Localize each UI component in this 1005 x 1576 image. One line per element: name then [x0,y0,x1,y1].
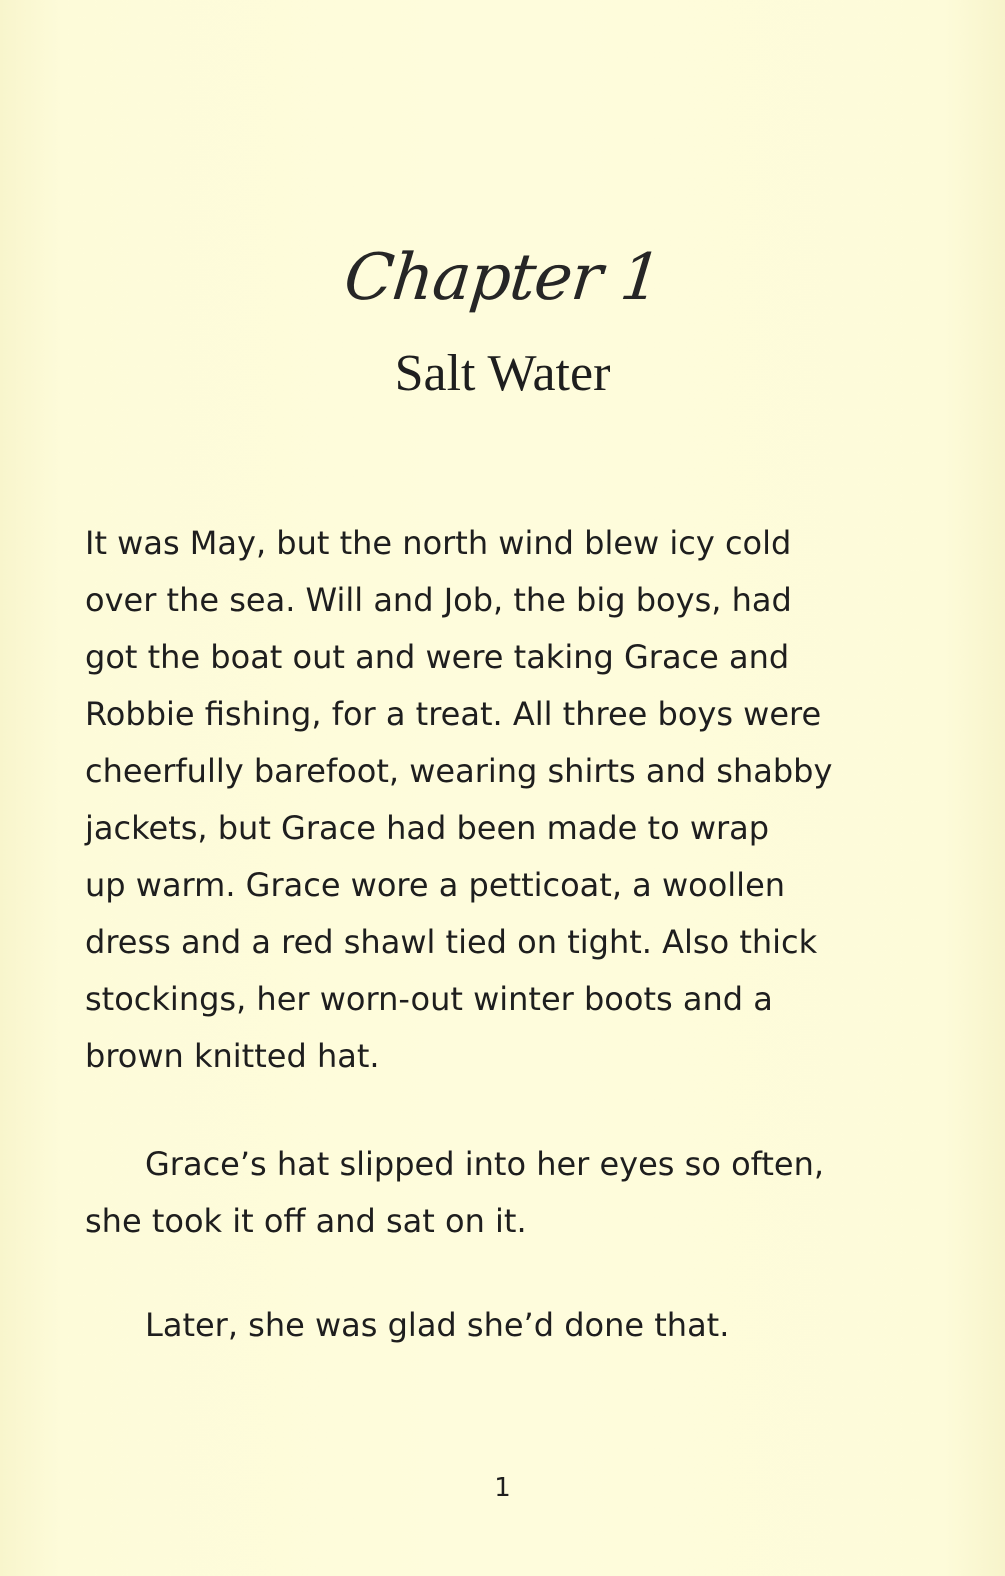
text-line: up warm. Grace wore a petticoat, a woollen [85,866,786,904]
text-line: dress and a red shawl tied on tight. Also thick [85,923,818,961]
text-line: It was May, but the north wind blew icy cold [85,524,792,562]
text-line: Grace’s hat slipped into her eyes so often, [145,1145,825,1183]
text-line: she took it off and sat on it. [85,1202,527,1240]
text-line: jackets, but Grace had been made to wrap [85,809,770,847]
chapter-title: Salt Water [394,345,611,402]
text-line: cheerfully barefoot, wearing shirts and shabby [85,752,833,790]
chapter-label: Chapter 1 [340,241,665,315]
paragraph-1 [85,515,935,1085]
page-number: 1 [494,1473,511,1503]
text-line: Robbie fishing, for a treat. All three boys were [85,695,822,733]
paragraph-3 [85,1297,935,1354]
text-line: over the sea. Will and Job, the big boys, had [85,581,792,619]
text-line: stockings, her worn-out winter boots and a [85,980,773,1018]
paragraph-2 [85,1136,935,1250]
text-line: Later, she was glad she’d done that. [145,1306,730,1344]
text-line: brown knitted hat. [85,1037,380,1075]
text-line: got the boat out and were taking Grace and [85,638,790,676]
